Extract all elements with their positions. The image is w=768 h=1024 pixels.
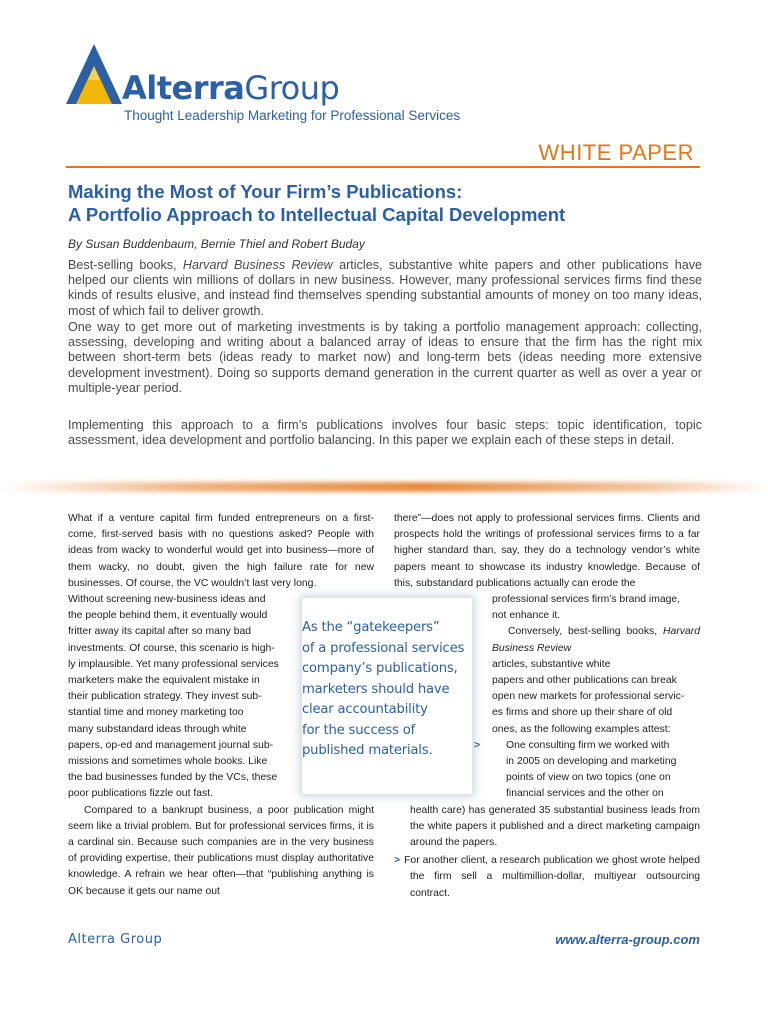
body-paragraph: What if a venture capital firm funded entrepreneurs on a first-come, first-served basis with no questions asked? People with ideas from wacky to wonderful would get into business—more of them wacky, no doubt, given the high failure rate for new businesses. Of course, the VC wouldn’t last very long. <box>68 513 374 589</box>
body-paragraph: there”—does not apply to professional services firms. Clients and prospects hold the writings of professional services firms to a far higher standard than, say, they do a technology vendor’s white papers meant to showcase its industry knowledge. Because of this, substandard publications actually can erode the <box>394 513 700 589</box>
body-column-right <box>394 511 700 902</box>
intro-text: articles, substantive white papers and other publications have helped our clients win millions of dollars in new business. However, many professional services firms find these kinds of results elusive, and instead find themselves spending substantial amounts of money on too many ideas, most of which fail to deliver growth. <box>68 258 703 318</box>
text-line: As the “gatekeepers” <box>302 620 440 635</box>
byline: By Susan Buddenbaum, Bernie Thiel and Robert Buday <box>68 237 365 251</box>
text-line: ly implausible. Yet many professional services <box>68 658 279 670</box>
bullet-icon: > <box>394 855 401 867</box>
text-line: professional services firm’s brand image, <box>492 594 681 606</box>
text-line: financial services and the other on <box>506 788 664 800</box>
intro-paragraph-2: One way to get more out of marketing investments is by taking a portfolio management approach: collecting, assessing, developing and writing about a balanced array of ideas to ensure that the firm has the right mix between short-term bets (ideas ready to market now) and long-term bets (ideas needing more extensive development investment). Doing so supports demand generation in the current quarter as well as over a year or multiple-year period. <box>68 320 702 395</box>
text-line: marketers should have <box>302 681 450 697</box>
list-item-text <box>410 738 700 803</box>
text-line: clear accountability <box>302 702 428 717</box>
intro-paragraph-3: Implementing this approach to a firm’s publications involves four basic steps: topic identification, topic assessment, idea development and portfolio balancing. In this paper we explain each of these steps in detail. <box>68 418 702 448</box>
brand-name-bold: Alterra <box>122 69 245 107</box>
publication-name: Harvard Business Review <box>492 626 700 654</box>
alterra-logo-icon <box>66 44 122 106</box>
footer-website-link[interactable]: www.alterra-group.com <box>555 932 700 947</box>
list-item <box>394 853 700 902</box>
text-line: missions and sometimes whole books. Like <box>68 756 268 768</box>
text-line: published materials. <box>302 743 433 758</box>
body-paragraph-wrapped <box>394 592 700 624</box>
page-title <box>68 180 708 226</box>
body-paragraph: Compared to a bankrupt business, a poor publication might seem like a trivial problem. But for professional services firms, it is a cardinal sin. Because such companies are in the very business of providing expertise, their publications must display authoritative knowledge. A refrain we hear often—that “publishing anything is OK because it gets our name out <box>68 804 374 897</box>
intro-paragraph-1 <box>68 258 702 319</box>
list-item <box>394 738 700 803</box>
title-line-2: A Portfolio Approach to Intellectual Capital Development <box>68 204 566 225</box>
text-line: fritter away its capital after so many bad <box>68 626 252 638</box>
text-line: poor publications fizzle out fast. <box>68 788 213 800</box>
text-line: stantial time and money marketing too <box>68 707 244 719</box>
brand-name-light: Group <box>244 69 340 107</box>
section-divider <box>0 482 768 492</box>
text-line <box>492 624 700 656</box>
text-line: company’s publications, <box>302 661 458 676</box>
text-line: for the success of <box>302 722 416 738</box>
text-line: investments. Of course, this scenario is high- <box>68 642 275 654</box>
text-line: open new markets for professional servic- <box>492 691 685 703</box>
body-paragraph-wrapped <box>394 624 700 737</box>
brand-name <box>122 70 339 106</box>
text-line: many substandard ideas through white <box>68 723 247 735</box>
list-item-continued: health care) has generated 35 substantial business leads from the white papers it published and a direct marketing campaign around the papers. <box>410 804 700 849</box>
intro-text: Best-selling books, <box>68 258 183 272</box>
text-line: of a professional services <box>302 640 465 656</box>
text-line: the people behind them, it eventually would <box>68 610 268 622</box>
text-line: not enhance it. <box>492 610 561 622</box>
footer-company: Alterra Group <box>68 932 163 947</box>
text-line: papers and other publications can break <box>492 675 677 687</box>
text-line: points of view on two topics (one on <box>506 772 671 784</box>
intro-publication-name: Harvard Business Review <box>182 258 333 272</box>
text-line: articles, substantive white <box>492 658 611 670</box>
text-line: the bad businesses funded by the VCs, these <box>68 772 278 784</box>
document-type-label: WHITE PAPER <box>538 140 694 165</box>
text-line: es firms and shore up their share of old <box>492 707 673 719</box>
text-line: in 2005 on developing and marketing <box>506 756 677 768</box>
text-line: marketers make the equivalent mistake in <box>68 675 260 687</box>
title-line-1: Making the Most of Your Firm’s Publications: <box>68 181 463 202</box>
header-divider <box>66 166 700 168</box>
text-line: ones, as the following examples attest: <box>492 723 671 735</box>
tagline: Thought Leadership Marketing for Professional Services <box>124 108 461 123</box>
text-line: Without screening new-business ideas and <box>68 594 266 606</box>
text-line: papers, op-ed and management journal sub- <box>68 739 274 751</box>
list-item-text: For another client, a research publication we ghost wrote helped the firm sell a multimillion-dollar, multiyear outsourcing contract. <box>404 855 700 899</box>
text-line: One consulting firm we worked with <box>506 739 670 751</box>
text-line: their publication strategy. They invest sub- <box>68 691 262 703</box>
text-run: Conversely, best-selling books, <box>508 626 664 638</box>
bullet-icon: > <box>474 739 481 751</box>
